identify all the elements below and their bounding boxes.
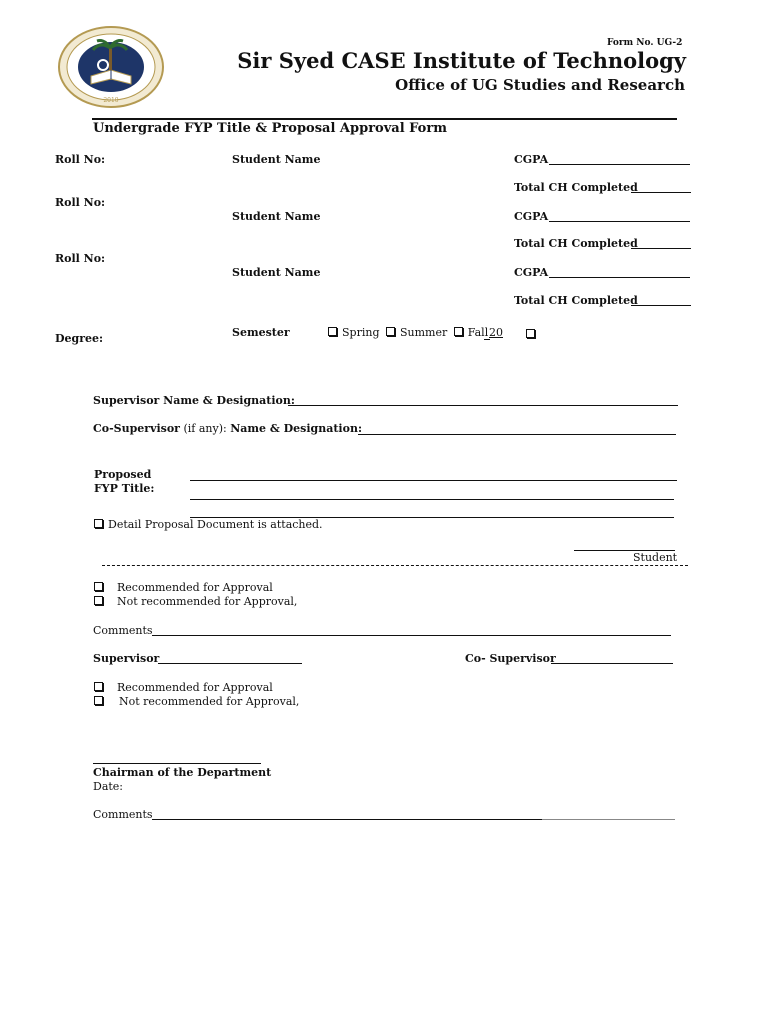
form-title: Undergrade FYP Title & Proposal Approval Form	[93, 121, 447, 136]
not-recommended-row	[94, 595, 297, 608]
student-signature-label: Student	[633, 551, 678, 564]
checkbox-recommended[interactable]	[94, 582, 103, 591]
roll-no-label: Roll No:	[55, 252, 106, 265]
comments-label: Comments	[93, 808, 153, 821]
chairman-sign-field[interactable]	[93, 763, 261, 764]
supervisor-field[interactable]	[288, 405, 678, 406]
co-supervisor-label-mid: (if any):	[179, 422, 231, 435]
total-ch-label: Total CH Completed	[514, 294, 638, 307]
cgpa-label: CGPA	[514, 210, 549, 223]
comments-label: Comments	[93, 624, 153, 637]
cgpa-label: CGPA	[514, 153, 549, 166]
institute-logo	[58, 26, 168, 108]
supervisor-label: Supervisor Name & Designation:	[93, 394, 295, 407]
co-supervisor-label	[93, 422, 362, 435]
recommended-label: Recommended for Approval	[117, 681, 273, 694]
attached-label: Detail Proposal Document is attached.	[108, 518, 323, 531]
co-supervisor-label-bold: Co-Supervisor	[93, 422, 180, 435]
student-name-label: Student Name	[232, 210, 321, 223]
not-recommended-label: Not recommended for Approval,	[119, 695, 300, 708]
supervisor-sign-field[interactable]	[158, 663, 302, 664]
institute-name: Sir Syed CASE Institute of Technology	[237, 48, 686, 73]
chairman-label: Chairman of the Department	[93, 766, 272, 779]
not-recommended-label: Not recommended for Approval,	[117, 595, 298, 608]
recommended-label: Recommended for Approval	[117, 581, 273, 594]
roll-no-label: Roll No:	[55, 196, 106, 209]
semester-options	[328, 326, 488, 339]
degree-label: Degree:	[55, 332, 104, 345]
attached-row	[94, 518, 323, 531]
checkbox-not-recommended[interactable]	[94, 596, 103, 605]
total-ch-label: Total CH Completed	[514, 181, 638, 194]
title-rule	[92, 118, 677, 120]
supervisor-sign-label: Supervisor	[93, 652, 160, 665]
checkbox-attached[interactable]	[94, 519, 103, 528]
comments-field[interactable]	[152, 819, 542, 820]
cgpa-label: CGPA	[514, 266, 549, 279]
fyp-title-line-2[interactable]	[190, 499, 674, 500]
co-supervisor-sign-field[interactable]	[551, 663, 673, 664]
checkbox-recommended[interactable]	[94, 682, 103, 691]
form-number: Form No. UG-2	[607, 38, 683, 48]
checkbox-year[interactable]	[526, 329, 535, 338]
date-label: Date:	[93, 780, 124, 793]
co-supervisor-field[interactable]	[358, 434, 676, 435]
roll-no-label: Roll No:	[55, 153, 106, 166]
proposed-label-2: FYP Title:	[94, 482, 155, 495]
recommended-row	[94, 681, 273, 694]
fyp-title-line-1[interactable]	[190, 480, 677, 481]
cgpa-field[interactable]	[549, 277, 690, 278]
checkbox-not-recommended[interactable]	[94, 696, 103, 705]
comments-field[interactable]	[152, 635, 671, 636]
checkbox-summer[interactable]	[386, 327, 395, 336]
option-spring: Spring	[342, 326, 380, 339]
co-supervisor-sign-label: Co- Supervisor	[465, 652, 556, 665]
student-name-label: Student Name	[232, 153, 321, 166]
recommended-row	[94, 581, 273, 594]
option-fall: Fall	[467, 326, 489, 339]
total-ch-field[interactable]	[631, 305, 691, 306]
option-summer: Summer	[399, 326, 448, 339]
checkbox-spring[interactable]	[328, 327, 337, 336]
cgpa-field[interactable]	[549, 164, 690, 165]
year-value: 20	[489, 326, 503, 339]
cgpa-field[interactable]	[549, 221, 690, 222]
section-divider	[102, 565, 688, 566]
total-ch-field[interactable]	[631, 192, 691, 193]
semester-label: Semester	[232, 326, 290, 339]
logo-year: 2010	[103, 97, 119, 104]
total-ch-field[interactable]	[631, 248, 691, 249]
not-recommended-row	[94, 695, 299, 708]
year-underline	[484, 339, 490, 340]
proposed-label-1: Proposed	[94, 468, 152, 481]
total-ch-label: Total CH Completed	[514, 237, 638, 250]
checkbox-fall[interactable]	[454, 327, 463, 336]
student-name-label: Student Name	[232, 266, 321, 279]
comments-field-end[interactable]	[542, 819, 675, 820]
office-name: Office of UG Studies and Research	[395, 76, 685, 94]
co-supervisor-label-end: Name & Designation:	[230, 422, 363, 435]
